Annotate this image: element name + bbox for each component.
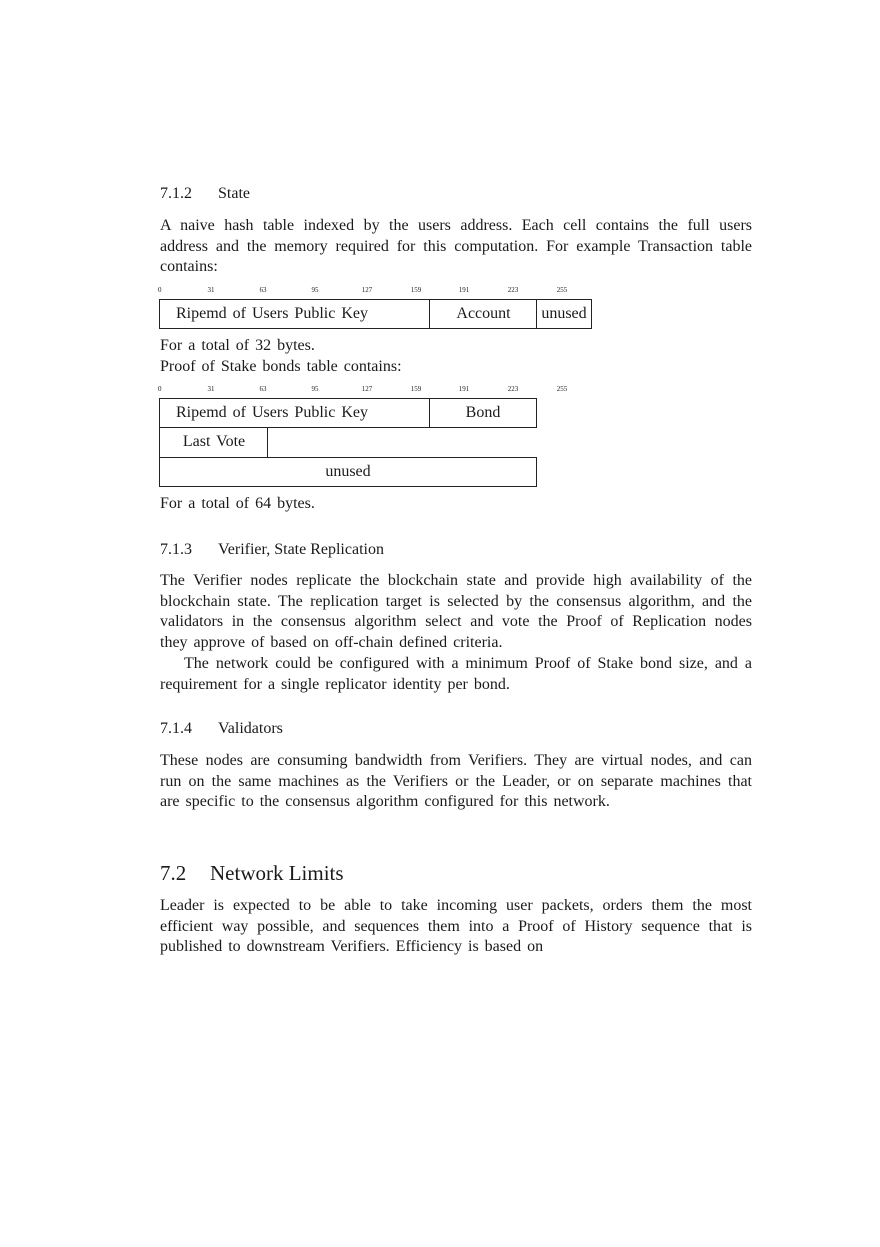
table-cell-empty: [267, 428, 537, 458]
bit-ticks: [158, 385, 758, 395]
bit-tick: 31: [207, 385, 215, 393]
bit-tick: 255: [556, 286, 568, 294]
transaction-table: [158, 286, 750, 332]
section-title: Validators: [218, 720, 283, 737]
table-cell-account: Account: [429, 299, 537, 329]
bit-tick: 95: [311, 385, 319, 393]
stake-total: For a total of 64 bytes.: [160, 495, 315, 512]
section-title: Verifier, State Replication: [218, 541, 384, 558]
table-cell-unused: unused: [536, 299, 592, 329]
bit-tick: 255: [556, 385, 568, 393]
stake-table: [158, 385, 750, 489]
bit-tick: 191: [458, 286, 470, 294]
network-limits-paragraph: Leader is expected to be able to take incoming user packets, orders them the most efficient way possible, and sequences them into a Proof of History sequence that is published to downstream Verifiers. Efficiency is based on: [160, 897, 752, 956]
section-heading-verifier: [160, 540, 752, 560]
table-cell-bond: Bond: [429, 398, 537, 428]
section-number: 7.1.4: [160, 720, 192, 737]
transaction-total: For a total of 32 bytes.: [160, 337, 315, 354]
table-cell-public-key: Ripemd of Users Public Key: [159, 398, 430, 428]
bit-tick: 159: [410, 385, 422, 393]
bit-tick: 127: [361, 385, 373, 393]
bit-tick: 223: [507, 286, 519, 294]
bit-tick: 191: [458, 385, 470, 393]
bit-tick: 159: [410, 286, 422, 294]
bit-tick: 223: [507, 385, 519, 393]
bit-tick: 0: [158, 385, 162, 393]
table-cell-public-key: Ripemd of Users Public Key: [159, 299, 430, 329]
verifier-paragraph-1: The Verifier nodes replicate the blockchain state and provide high availability of the blockchain state. The replication target is selected by the consensus algorithm, and the validators in the consensus algorithm select and vote the Proof of Replication nodes they approve of based on off-chain defined criteria.: [160, 572, 752, 651]
bit-tick: 63: [259, 385, 267, 393]
bit-ticks: [158, 286, 758, 296]
stake-intro: Proof of Stake bonds table contains:: [160, 358, 402, 375]
section-title: Network Limits: [210, 861, 344, 885]
table-cell-unused: unused: [159, 457, 537, 487]
bit-tick: 0: [158, 286, 162, 294]
section-heading-validators: [160, 719, 752, 739]
state-intro-paragraph: A naive hash table indexed by the users address. Each cell contains the full users address and the memory required for this computation. For example Transaction table contains:: [160, 217, 752, 276]
section-number: 7.2: [160, 861, 187, 885]
bit-tick: 31: [207, 286, 215, 294]
section-title: State: [218, 185, 250, 202]
validators-paragraph: These nodes are consuming bandwidth from Verifiers. They are virtual nodes, and can run on the same machines as the Verifiers or the Leader, or on separate machines that are specific to the consensus algorithm configured for this network.: [160, 752, 752, 811]
section-heading-state: [160, 184, 752, 204]
bit-tick: 95: [311, 286, 319, 294]
section-heading-network-limits: [160, 860, 752, 886]
table-cell-last-vote: Last Vote: [159, 428, 268, 458]
bit-tick: 127: [361, 286, 373, 294]
verifier-paragraph-2: The network could be configured with a minimum Proof of Stake bond size, and a requirement for a single replicator identity per bond.: [160, 655, 752, 693]
section-number: 7.1.2: [160, 185, 192, 202]
section-number: 7.1.3: [160, 541, 192, 558]
bit-tick: 63: [259, 286, 267, 294]
